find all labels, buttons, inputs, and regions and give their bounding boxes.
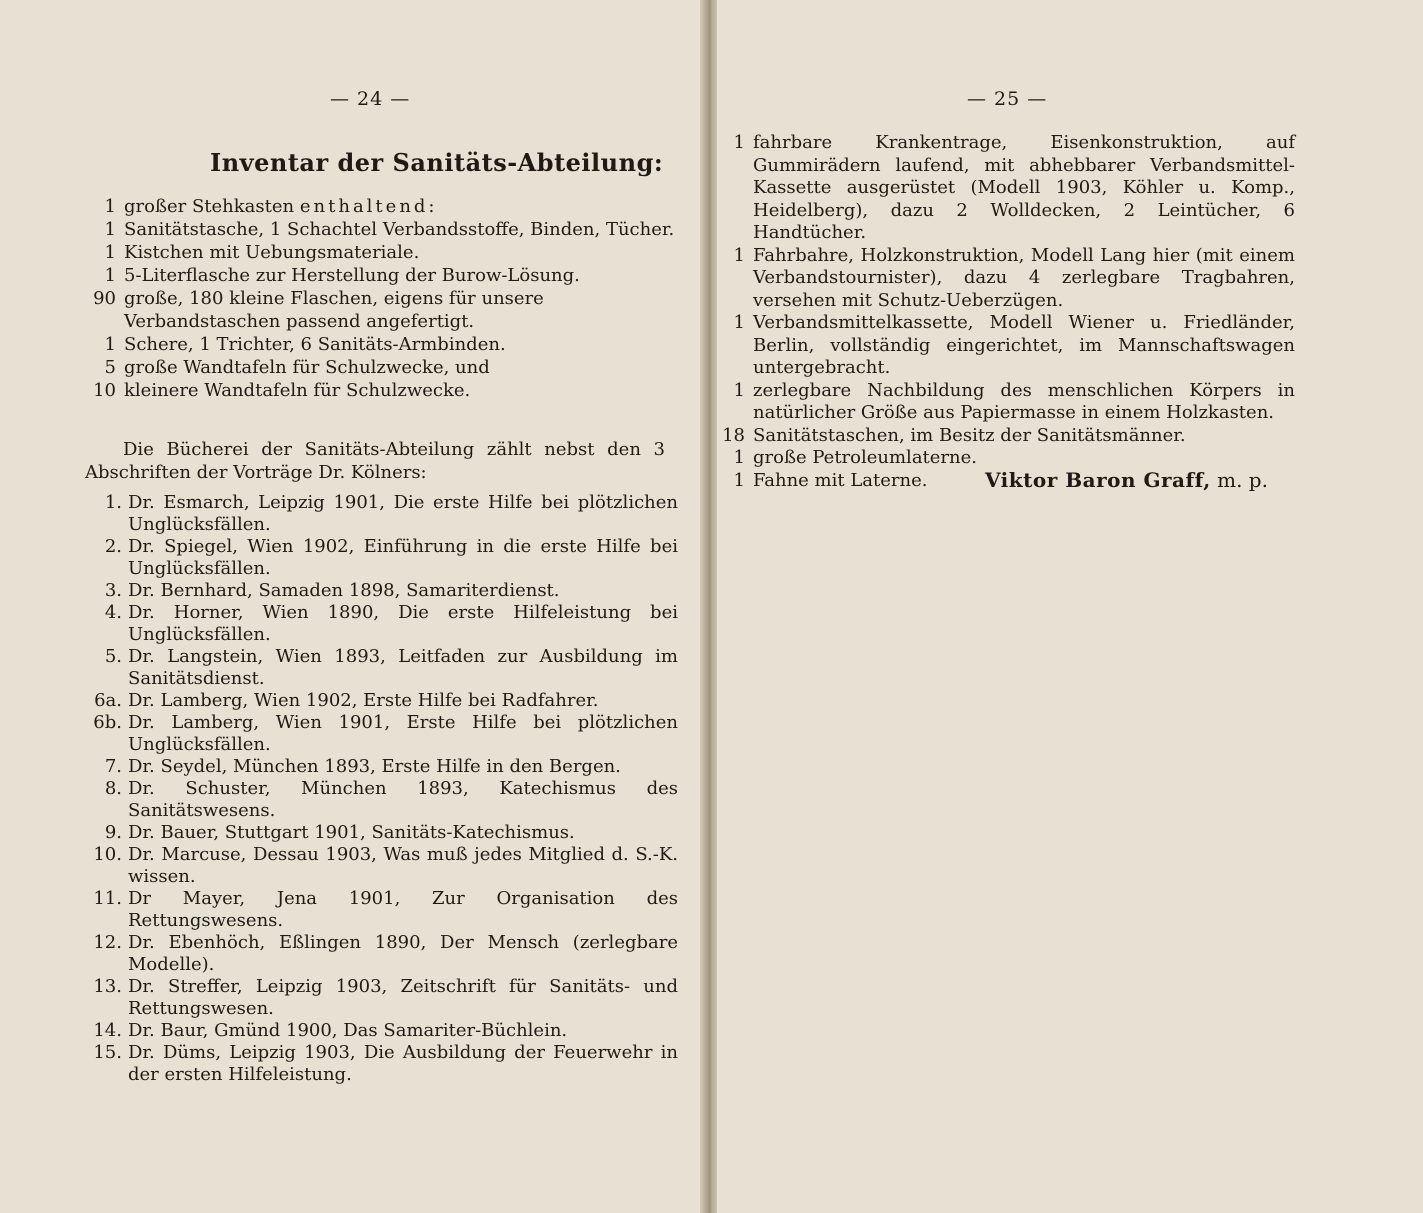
book-text: Dr. Marcuse, Dessau 1903, Was muß jedes Mitglied d. S.-K. wissen. bbox=[128, 844, 678, 887]
inventory-item bbox=[78, 356, 678, 379]
book-number: 6b. bbox=[93, 712, 122, 733]
book-entry bbox=[78, 888, 678, 932]
item-quantity: 1 bbox=[733, 447, 745, 468]
book-number: 4. bbox=[104, 602, 122, 623]
item-quantity: 90 bbox=[93, 288, 116, 309]
book-text: Dr. Horner, Wien 1890, Die erste Hilfeleistung bei Unglücksfällen. bbox=[128, 602, 678, 645]
book-entry bbox=[78, 690, 678, 712]
item-text: Schere, 1 Trichter, 6 Sanitäts-Armbinden. bbox=[124, 334, 506, 355]
item-text: Sanitätstasche, 1 Schachtel Verbandsstoffe, Binden, Tücher. bbox=[124, 219, 675, 240]
item-text: 5-Literflasche zur Herstellung der Burow-Lösung. bbox=[124, 265, 580, 286]
item-quantity: 1 bbox=[733, 379, 745, 401]
item-quantity: 1 bbox=[104, 334, 116, 355]
book-number: 1. bbox=[104, 492, 122, 513]
book-entry bbox=[78, 536, 678, 580]
page-heading: Inventar der Sanitäts-Abteilung: bbox=[210, 148, 664, 177]
inventory-item bbox=[78, 287, 678, 333]
item-quantity: 1 bbox=[104, 242, 116, 263]
book-number: 3. bbox=[104, 580, 122, 601]
inventory-item bbox=[715, 380, 1295, 425]
book-number: 15. bbox=[93, 1042, 122, 1063]
inventory-item bbox=[715, 132, 1295, 245]
item-quantity: 1 bbox=[104, 196, 116, 217]
item-text-main: großer Stehkasten bbox=[124, 196, 295, 217]
book-text: Dr. Baur, Gmünd 1900, Das Samariter-Büchlein. bbox=[128, 1020, 568, 1041]
book-text: Dr. Seydel, München 1893, Erste Hilfe in den Bergen. bbox=[128, 756, 621, 777]
book-text: Dr. Langstein, Wien 1893, Leitfaden zur Ausbildung im Sanitätsdienst. bbox=[128, 646, 678, 689]
book-entry bbox=[78, 712, 678, 756]
left-page bbox=[0, 0, 705, 1213]
signature-suffix: m. p. bbox=[1217, 468, 1268, 492]
inventory-item bbox=[78, 195, 678, 218]
book-entry bbox=[78, 646, 678, 690]
item-text: zerlegbare Nachbildung des menschlichen Körpers in natürlicher Größe aus Papiermasse in einem Holzkasten. bbox=[753, 379, 1295, 423]
item-text-spaced: enthaltend: bbox=[299, 196, 438, 217]
inventory-item bbox=[78, 264, 678, 287]
book-text: Dr. Bauer, Stuttgart 1901, Sanitäts-Katechismus. bbox=[128, 822, 575, 843]
item-text: große, 180 kleine Flaschen, eigens für unsere Verbandstaschen passend angefertigt. bbox=[124, 288, 544, 332]
item-quantity: 5 bbox=[104, 357, 116, 378]
page-number-left: — 24 — bbox=[330, 88, 411, 110]
item-text: Fahne mit Laterne. bbox=[753, 469, 928, 491]
signature-name: Viktor Baron Graff, bbox=[985, 468, 1211, 492]
book-entry bbox=[78, 1020, 678, 1042]
book-text: Dr Mayer, Jena 1901, Zur Organisation des Rettungswesens. bbox=[128, 888, 678, 931]
item-quantity: 1 bbox=[733, 244, 745, 266]
inventory-item bbox=[78, 379, 678, 402]
inventory-item bbox=[78, 333, 678, 356]
item-text: fahrbare Krankentrage, Eisenkonstruktion, auf Gummirädern laufend, mit abhebbarer Verbandsmittel-Kassette ausgerüstet (Modell 1903, Köhler u. Komp., Heidelberg), dazu 2 Wolldecken, 2 Leintücher, 6 Handtücher. bbox=[753, 132, 1295, 243]
book-number: 11. bbox=[93, 888, 122, 909]
inventory-item bbox=[78, 218, 678, 241]
book-entry bbox=[78, 580, 678, 602]
inventory-item bbox=[715, 425, 1295, 448]
book-entry bbox=[78, 932, 678, 976]
book-number: 9. bbox=[104, 822, 122, 843]
book-number: 8. bbox=[104, 778, 122, 799]
item-text: Sanitätstaschen, im Besitz der Sanitätsmänner. bbox=[753, 424, 1186, 446]
item-text: Verbandsmittelkassette, Modell Wiener u. Friedländer, Berlin, vollständig eingerichtet, im Mannschaftswagen untergebracht. bbox=[753, 312, 1295, 378]
item-text bbox=[124, 195, 678, 218]
book-entry bbox=[78, 844, 678, 888]
book-number: 7. bbox=[104, 756, 122, 777]
item-text: Kistchen mit Uebungsmateriale. bbox=[124, 242, 420, 263]
item-quantity: 1 bbox=[733, 132, 745, 153]
book-text: Dr. Esmarch, Leipzig 1901, Die erste Hilfe bei plötzlichen Unglücksfällen. bbox=[128, 492, 678, 535]
book-list bbox=[78, 492, 678, 1086]
book-entry bbox=[78, 822, 678, 844]
book-text: Dr. Ebenhöch, Eßlingen 1890, Der Mensch (zerlegbare Modelle). bbox=[128, 932, 678, 975]
book-text: Dr. Düms, Leipzig 1903, Die Ausbildung der Feuerwehr in der ersten Hilfeleistung. bbox=[128, 1042, 678, 1085]
inventory-item bbox=[78, 241, 678, 264]
signature bbox=[985, 468, 1268, 492]
book-entry bbox=[78, 778, 678, 822]
book-text: Dr. Bernhard, Samaden 1898, Samariterdienst. bbox=[128, 580, 560, 601]
book-text: Dr. Lamberg, Wien 1902, Erste Hilfe bei Radfahrer. bbox=[128, 690, 599, 711]
item-quantity: 1 bbox=[104, 219, 116, 240]
inventory-item bbox=[715, 245, 1295, 313]
library-intro: Die Bücherei der Sanitäts-Abteilung zählt nebst den 3 Abschriften der Vorträge Dr. Kölners: bbox=[85, 439, 665, 483]
inventory-list-left bbox=[78, 195, 678, 402]
book-text: Dr. Spiegel, Wien 1902, Einführung in die erste Hilfe bei Unglücksfällen. bbox=[128, 536, 678, 579]
item-quantity: 10 bbox=[93, 380, 116, 401]
book-number: 2. bbox=[104, 536, 122, 557]
book-entry bbox=[78, 602, 678, 646]
book-text: Dr. Schuster, München 1893, Katechismus des Sanitätswesens. bbox=[128, 778, 678, 821]
item-quantity: 18 bbox=[722, 424, 745, 446]
book-number: 5. bbox=[104, 646, 122, 667]
inventory-list-right bbox=[715, 132, 1295, 492]
book-text: Dr. Streffer, Leipzig 1903, Zeitschrift für Sanitäts- und Rettungswesen. bbox=[128, 976, 678, 1019]
item-quantity: 1 bbox=[104, 265, 116, 286]
item-text: kleinere Wandtafeln für Schulzwecke. bbox=[124, 380, 471, 401]
book-number: 10. bbox=[93, 844, 122, 865]
book-entry bbox=[78, 976, 678, 1020]
book-number: 13. bbox=[93, 976, 122, 997]
inventory-item bbox=[715, 447, 1295, 470]
item-quantity: 1 bbox=[733, 469, 745, 491]
page-number-right: — 25 — bbox=[967, 88, 1048, 110]
item-text: große Wandtafeln für Schulzwecke, und bbox=[124, 357, 490, 378]
item-text: Fahrbahre, Holzkonstruktion, Modell Lang hier (mit einem Verbandstournister), dazu 4 zerlegbare Tragbahren, versehen mit Schutz-Ueberzügen. bbox=[753, 244, 1295, 311]
book-entry bbox=[78, 492, 678, 536]
book-entry bbox=[78, 1042, 678, 1086]
item-quantity: 1 bbox=[733, 312, 745, 333]
book-number: 14. bbox=[93, 1020, 122, 1041]
book-text: Dr. Lamberg, Wien 1901, Erste Hilfe bei plötzlichen Unglücksfällen. bbox=[128, 712, 678, 755]
book-number: 6a. bbox=[94, 690, 122, 711]
book-entry bbox=[78, 756, 678, 778]
inventory-item bbox=[715, 312, 1295, 380]
book-number: 12. bbox=[93, 932, 122, 953]
item-text: große Petroleumlaterne. bbox=[753, 447, 978, 468]
